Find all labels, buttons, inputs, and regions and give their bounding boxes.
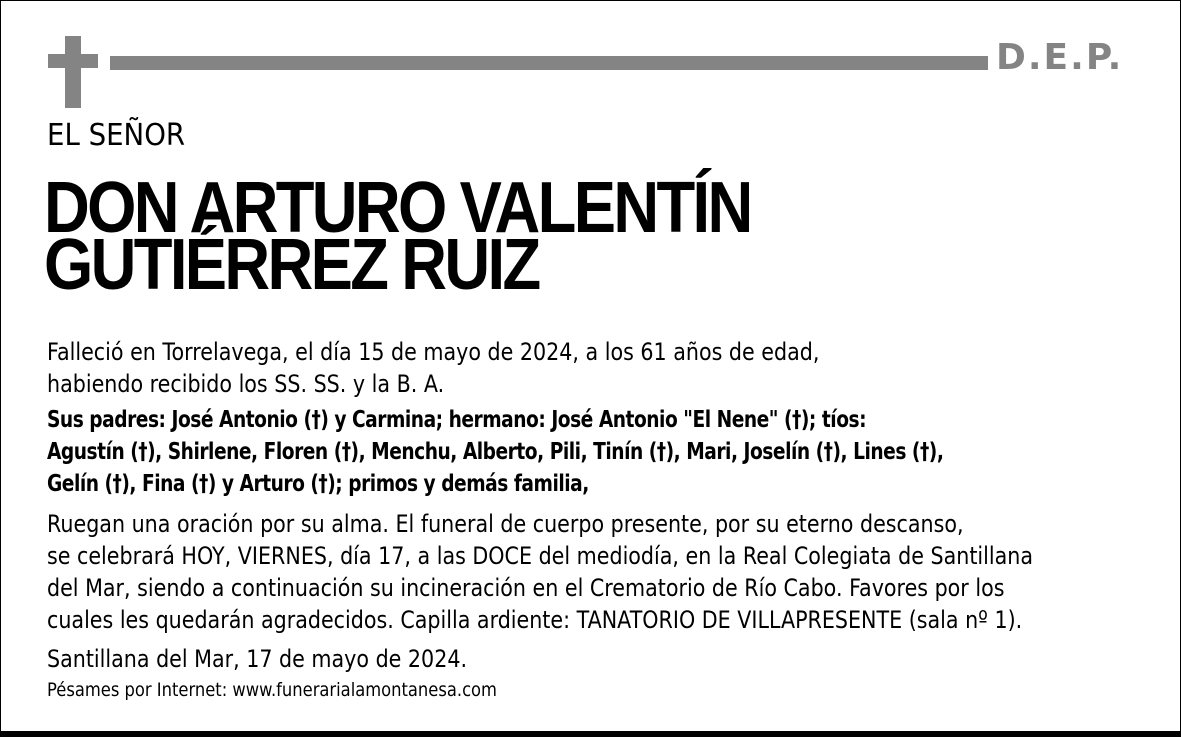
dep-label: D.E.P. bbox=[996, 37, 1124, 78]
death-notice-line: Falleció en Torrelavega, el día 15 de mayo de 2024, a los 61 años de edad, bbox=[47, 338, 820, 366]
funeral-line: del Mar, siendo a continuación su incineración en el Crematorio de Río Cabo. Favores por los bbox=[47, 574, 1005, 602]
condolences-line: Pésames por Internet: www.funerarialamontanesa.com bbox=[47, 679, 497, 701]
funeral-details bbox=[47, 508, 1088, 636]
family-line: Sus padres: José Antonio (†) y Carmina; hermano: José Antonio "El Nene" (†); tíos: bbox=[47, 407, 867, 433]
header-rule bbox=[110, 56, 988, 70]
death-notice bbox=[47, 336, 1088, 400]
intro-label: EL SEÑOR bbox=[47, 118, 186, 153]
funeral-line: Ruegan una oración por su alma. El funeral de cuerpo presente, por su eterno descanso, bbox=[47, 510, 964, 538]
family-line: Agustín (†), Shirlene, Floren (†), Menchu, Alberto, Pili, Tinín (†), Mari, Joselín (†), Lines (†), bbox=[47, 439, 944, 465]
deceased-name-line2: GUTIÉRREZ RUIZ bbox=[44, 225, 539, 305]
death-notice-line: habiendo recibido los SS. SS. y la B. A. bbox=[47, 370, 445, 398]
funeral-line: se celebrará HOY, VIERNES, día 17, a las DOCE del mediodía, en la Real Colegiata de Santillana bbox=[47, 542, 1034, 570]
family-line: Gelín (†), Fina (†) y Arturo (†); primos y demás familia, bbox=[47, 471, 589, 497]
funeral-line: cuales les quedarán agradecidos. Capilla ardiente: TANATORIO DE VILLAPRESENTE (sala nº 1). bbox=[47, 606, 1023, 634]
place-date: Santillana del Mar, 17 de mayo de 2024. bbox=[47, 645, 468, 673]
deceased-name-line1: DON ARTURO VALENTÍN bbox=[44, 168, 751, 248]
cross-icon bbox=[48, 36, 98, 108]
bottom-rule bbox=[0, 731, 1181, 737]
family-list bbox=[47, 404, 1027, 500]
